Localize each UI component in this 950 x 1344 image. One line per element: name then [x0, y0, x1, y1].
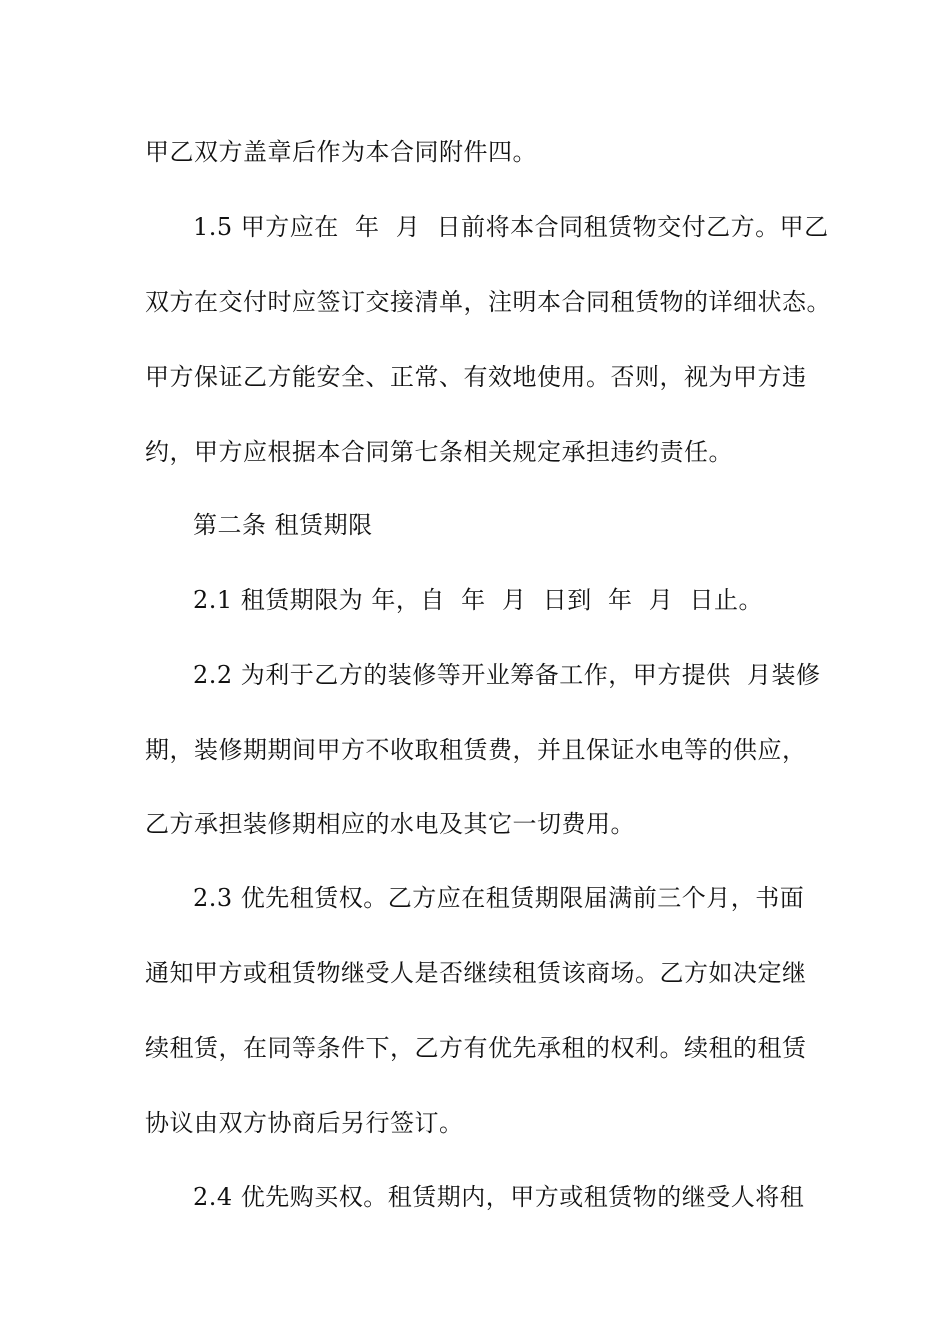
- text-line: 续租赁，在同等条件下，乙方有优先承租的权利。续租的租赁: [145, 1034, 807, 1062]
- text-line: 双方在交付时应签订交接清单，注明本合同租赁物的详细状态。: [145, 288, 831, 316]
- text-line: 协议由双方协商后另行签订。: [145, 1109, 464, 1137]
- text-line: 2.2 为利于乙方的装修等开业筹备工作，甲方提供 月装修: [193, 661, 821, 689]
- text-line: 1.5 甲方应在 年 月 日前将本合同租赁物交付乙方。甲乙: [193, 213, 829, 241]
- section-heading: 第二条 租赁期限: [193, 511, 373, 539]
- text-line: 甲方保证乙方能安全、正常、有效地使用。否则，视为甲方违: [145, 363, 807, 391]
- text-line: 通知甲方或租赁物继受人是否继续租赁该商场。乙方如决定继: [145, 959, 807, 987]
- text-line: 约，甲方应根据本合同第七条相关规定承担违约责任。: [145, 438, 733, 466]
- text-line: 2.3 优先租赁权。乙方应在租赁期限届满前三个月，书面: [193, 884, 805, 912]
- text-line: 2.4 优先购买权。租赁期内，甲方或租赁物的继受人将租: [193, 1183, 805, 1211]
- text-line: 乙方承担装修期相应的水电及其它一切费用。: [145, 810, 635, 838]
- text-line: 2.1 租赁期限为 年，自 年 月 日到 年 月 日止。: [193, 586, 763, 614]
- text-line: 期，装修期期间甲方不收取租赁费，并且保证水电等的供应，: [145, 736, 807, 764]
- text-line: 甲乙双方盖章后作为本合同附件四。: [145, 138, 537, 166]
